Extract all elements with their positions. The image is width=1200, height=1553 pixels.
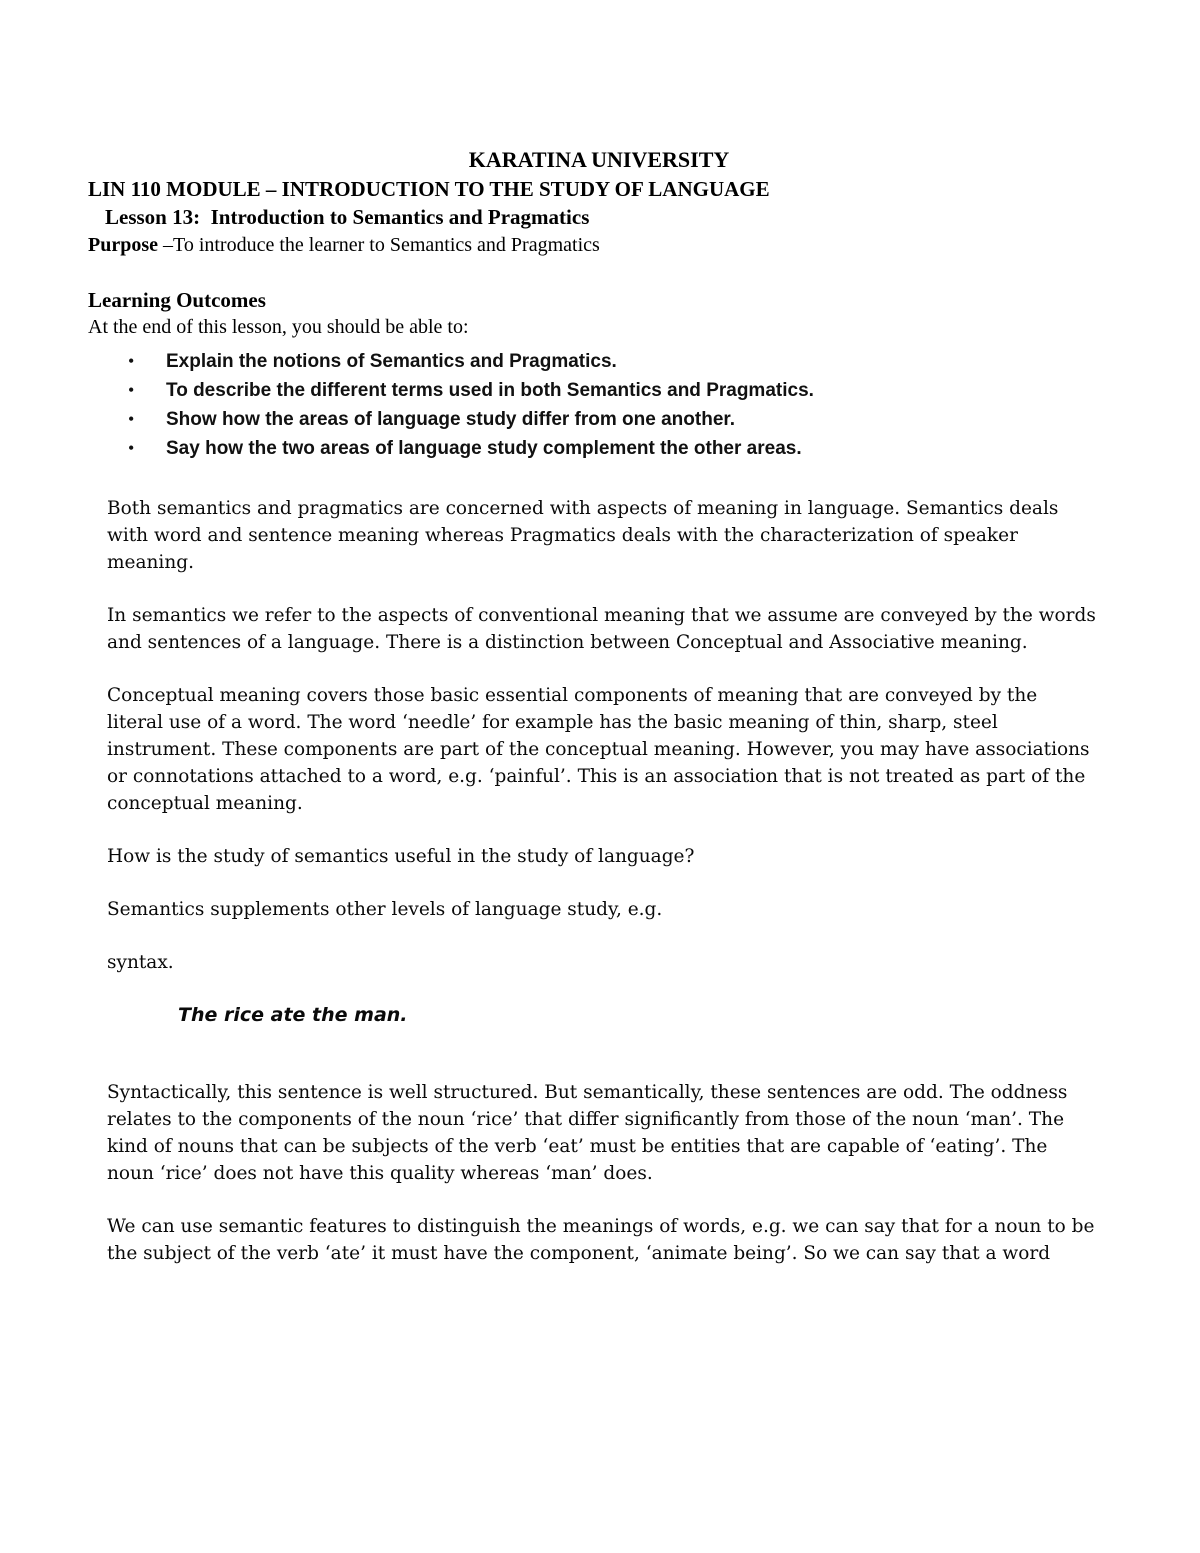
- purpose-label: Purpose: [88, 234, 163, 256]
- list-item-text: Say how the two areas of language study complement the other areas.: [166, 438, 802, 459]
- bullet-icon: •: [128, 409, 135, 429]
- university-title: KARATINA UNIVERSITY: [468, 147, 730, 172]
- list-item-text: To describe the different terms used in both Semantics and Pragmatics.: [166, 380, 814, 401]
- lesson-heading: Lesson 13: Introduction to Semantics and Pragmatics: [105, 205, 590, 229]
- example-sentence: The rice ate the man.: [178, 1004, 408, 1026]
- purpose-text: –To introduce the learner to Semantics and Pragmatics: [163, 234, 600, 256]
- paragraph: Semantics supplements other levels of language study, e.g.: [107, 899, 663, 920]
- learning-outcomes-intro: At the end of this lesson, you should be able to:: [88, 316, 469, 338]
- paragraph: How is the study of semantics useful in the study of language?: [107, 846, 695, 867]
- learning-outcomes-heading: Learning Outcomes: [88, 288, 266, 312]
- purpose-line: [88, 231, 1110, 259]
- list-item-text: Explain the notions of Semantics and Pragmatics.: [166, 351, 617, 372]
- bullet-icon: •: [128, 351, 135, 371]
- paragraph: syntax.: [107, 952, 174, 973]
- paragraph: Syntactically, this sentence is well structured. But semantically, these sentences are odd. The oddness relates to the components of the noun ‘rice’ that differ significantly from those of the noun ‘man’. The kind of nouns that can be subjects of the verb ‘eat’ must be entities that are capable of ‘eating’. The noun ‘rice’ does not have this quality whereas ‘man’ does.: [107, 1082, 1068, 1184]
- module-heading: LIN 110 MODULE – INTRODUCTION TO THE STUDY OF LANGUAGE: [88, 177, 770, 201]
- paragraph: We can use semantic features to distinguish the meanings of words, e.g. we can say that for a noun to be the subject of the verb ‘ate’ it must have the component, ‘animate being’. So we can say that a word: [107, 1216, 1095, 1264]
- bullet-icon: •: [128, 380, 135, 400]
- body-copy: [88, 495, 1110, 1267]
- list-item: [88, 434, 1110, 463]
- bullet-icon: •: [128, 438, 135, 458]
- paragraph: Conceptual meaning covers those basic essential components of meaning that are conveyed by the literal use of a word. The word ‘needle’ for example has the basic meaning of thin, sharp, steel instrument. These components are part of the conceptual meaning. However, you may have associations or connotations attached to a word, e.g. ‘painful’. This is an association that is not treated as part of the conceptual meaning.: [107, 685, 1090, 814]
- paragraph: Both semantics and pragmatics are concerned with aspects of meaning in language. Semantics deals with word and sentence meaning whereas Pragmatics deals with the characterization of speaker meaning.: [107, 498, 1059, 573]
- list-item: [88, 405, 1110, 434]
- learning-outcomes-list: [88, 347, 1110, 463]
- paragraph: In semantics we refer to the aspects of conventional meaning that we assume are conveyed by the words and sentences of a language. There is a distinction between Conceptual and Associative meaning.: [107, 605, 1096, 653]
- list-item-text: Show how the areas of language study differ from one another.: [166, 409, 736, 430]
- list-item: [88, 347, 1110, 376]
- list-item: [88, 376, 1110, 405]
